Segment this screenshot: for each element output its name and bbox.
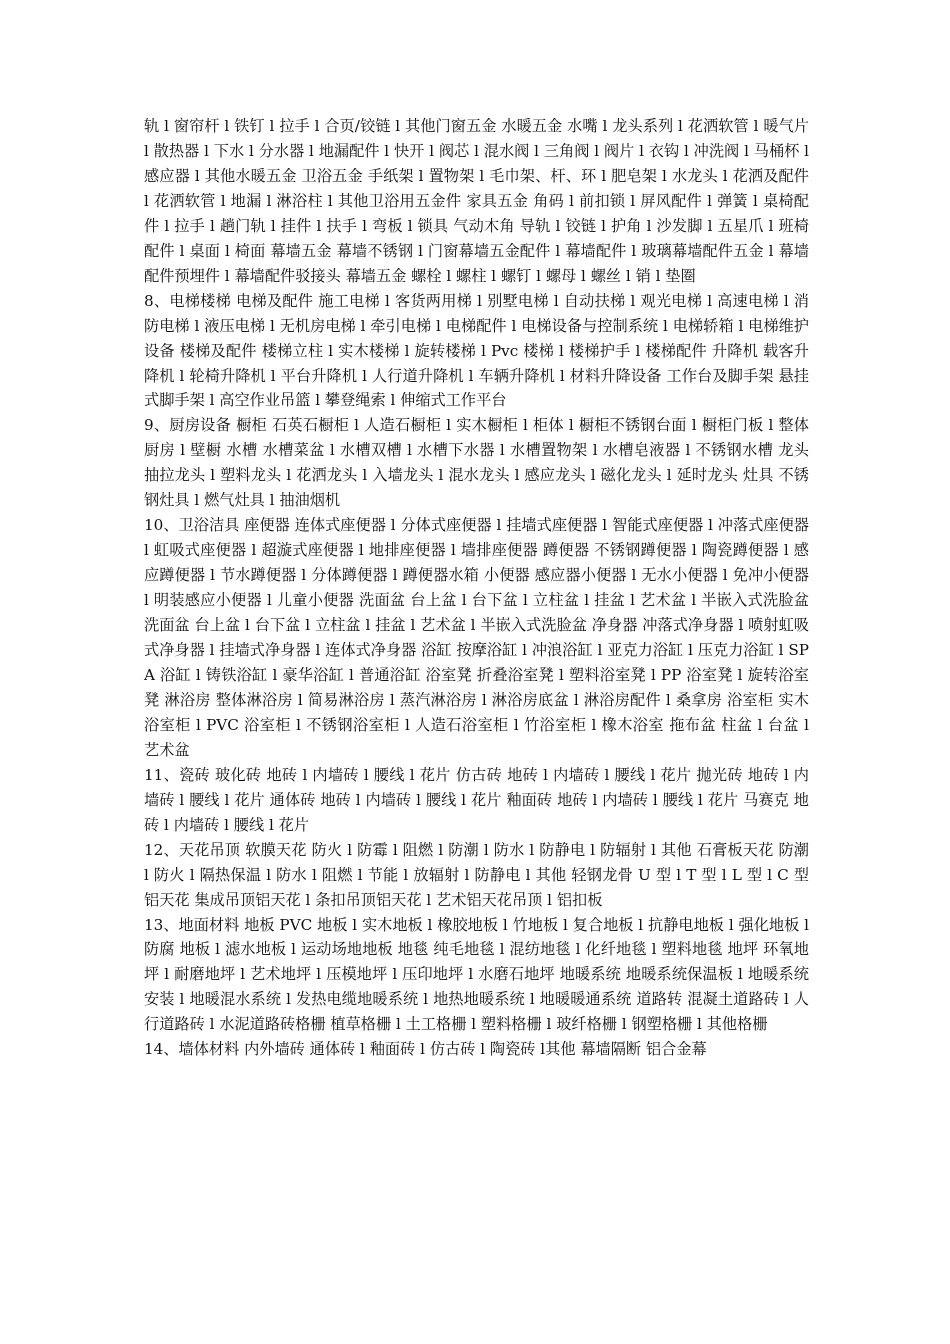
paragraph-wall-materials: 14、墙体材料 内外墙砖 通体砖 l 釉面砖 l 仿古砖 l 陶瓷砖 l其他 幕墙隔断 铝合金幕	[144, 1040, 707, 1059]
paragraph-kitchen-equipment: 9、厨房设备 橱柜 石英石橱柜 l 人造石橱柜 l 实木橱柜 l 柜体 l 橱柜不锈钢台面 l 橱柜门板 l 整体厨房 l 壁橱 水槽 水槽菜盆 l 水槽双槽 l 水槽下水器 l 水槽置物架 l 水槽皂液器 l 不锈钢水槽 龙头 抽拉龙头 l 塑料龙头 l 花洒龙头 l 入墙龙头 l 混水龙头 l 感应龙头 l 磁化龙头 l 延时龙头 灶具 不锈钢灶具 l 燃气灶具 l 抽油烟机	[144, 416, 809, 510]
paragraph-elevators-stairs: 8、电梯楼梯 电梯及配件 施工电梯 l 客货两用梯 l 别墅电梯 l 自动扶梯 l 观光电梯 l 高速电梯 l 消防电梯 l 液压电梯 l 无机房电梯 l 牵引电梯 l 电梯配件 l 电梯设备与控制系统 l 电梯轿箱 l 电梯维护设备 楼梯及配件 楼梯立柱 l 实木楼梯 l 旋转楼梯 l Pvc 楼梯 l 楼梯护手 l 楼梯配件 升降机 载客升降机 l 轮椅升降机 l 平台升降机 l 人行道升降机 l 车辆升降机 l 材料升降设备 工作台及脚手架 悬挂式脚手架 l 高空作业吊篮 l 攀登绳索 l 伸缩式工作平台	[144, 291, 809, 410]
paragraph-hardware-continued: 轨 l 窗帘杆 l 铁钉 l 拉手 l 合页/铰链 l 其他门窗五金 水暖五金 水嘴 l 龙头系列 l 花洒软管 l 暖气片 l 散热器 l 下水 l 分水器 l 地漏配件 l 快开 l 阀芯 l 混水阀 l 三角阀 l 阀片 l 衣钩 l 冲洗阀 l 马桶杯 l 感应器 l 其他水暖五金 卫浴五金 手纸架 l 置物架 l 毛巾架、杆、环 l 肥皂架 l 水龙头 l 花洒及配件 l 花洒软管 l 地漏 l 淋浴柱 l 其他卫浴用五金件 家具五金 角码 l 前扣锁 l 屏风配件 l 弹簧 l 桌椅配件 l 拉手 l 趟门轨 l 挂件 l 扶手 l 弯板 l 锁具 气动木角 导轨 l 铰链 l 护角 l 沙发脚 l 五星爪 l 班椅配件 l 桌面 l 椅面 幕墙五金 幕墙不锈钢 l 门窗幕墙五金配件 l 幕墙配件 l 玻璃幕墙配件五金 l 幕墙配件预埋件 l 幕墙配件驳接头 幕墙五金 螺栓 l 螺柱 l 螺钉 l 螺母 l 螺丝 l 销 l 垫圈	[144, 117, 810, 285]
paragraph-ceramic-tiles: 11、瓷砖 玻化砖 地砖 l 内墙砖 l 腰线 l 花片 仿古砖 地砖 l 内墙砖 l 腰线 l 花片 抛光砖 地砖 l 内墙砖 l 腰线 l 花片 通体砖 地砖 l 内墙砖 l 腰线 l 花片 釉面砖 地砖 l 内墙砖 l 腰线 l 花片 马赛克 地砖 l 内墙砖 l 腰线 l 花片	[144, 765, 809, 834]
paragraph-ceilings: 12、天花吊顶 软膜天花 防火 l 防霉 l 阻燃 l 防潮 l 防水 l 防静电 l 防辐射 l 其他 石膏板天花 防潮 l 防火 l 隔热保温 l 防水 l 阻燃 l 节能 l 放辐射 l 防静电 l 其他 轻钢龙骨 U 型 l T 型 l L 型 l C 型 铝天花 集成吊顶铝天花 l 条扣吊顶铝天花 l 艺术铝天花吊顶 l 铝扣板	[144, 840, 809, 909]
paragraph-flooring: 13、地面材料 地板 PVC 地板 l 实木地板 l 橡胶地板 l 竹地板 l 复合地板 l 抗静电地板 l 强化地板 l 防腐 地板 l 滤水地板 l 运动场地地板 地毯 纯毛地毯 l 混纺地毯 l 化纤地毯 l 塑料地毯 地坪 环氧地坪 l 耐磨地坪 l 艺术地坪 l 压模地坪 l 压印地坪 l 水磨石地坪 地暖系统 地暖系统保温板 l 地暖系统安装 l 地暖混水系统 l 发热电缆地暖系统 l 地热地暖系统 l 地暖暖通系统 道路转 混凝土道路砖 l 人行道路砖 l 水泥道路砖格栅 植草格栅 l 土工格栅 l 塑料格栅 l 玻纤格栅 l 钢塑格栅 l 其他格栅	[144, 915, 809, 1034]
paragraph-sanitary-ware: 10、卫浴洁具 座便器 连体式座便器 l 分体式座便器 l 挂墙式座便器 l 智能式座便器 l 冲落式座便器 l 虹吸式座便器 l 超漩式座便器 l 地排座便器 l 墙排座便器 蹲便器 不锈钢蹲便器 l 陶瓷蹲便器 l 感应蹲便器 l 节水蹲便器 l 分体蹲便器 l 蹲便器水箱 小便器 感应器小便器 l 无水小便器 l 免冲小便器 l 明装感应小便器 l 儿童小便器 洗面盆 台上盆 l 台下盆 l 立柱盆 l 挂盆 l 艺术盆 l 半嵌入式洗脸盆 洗面盆 台上盆 l 台下盆 l 立柱盆 l 挂盆 l 艺术盆 l 半嵌入式洗脸盆 净身器 冲落式净身器 l 喷射虹吸式净身器 l 挂墙式净身器 l 连体式净身器 浴缸 按摩浴缸 l 冲浪浴缸 l 亚克力浴缸 l 压克力浴缸 l SPA 浴缸 l 铸铁浴缸 l 豪华浴缸 l 普通浴缸 浴室凳 折叠浴室凳 l 塑料浴室凳 l PP 浴室凳 l 旋转浴室凳 淋浴房 整体淋浴房 l 简易淋浴房 l 蒸汽淋浴房 l 淋浴房底盆 l 淋浴房配件 l 桑拿房 浴室柜 实木浴室柜 l PVC 浴室柜 l 不锈钢浴室柜 l 人造石浴室柜 l 竹浴室柜 l 橡木浴室 拖布盆 柱盆 l 台盆 l 艺术盆	[144, 516, 809, 759]
document-page	[144, 114, 809, 1062]
